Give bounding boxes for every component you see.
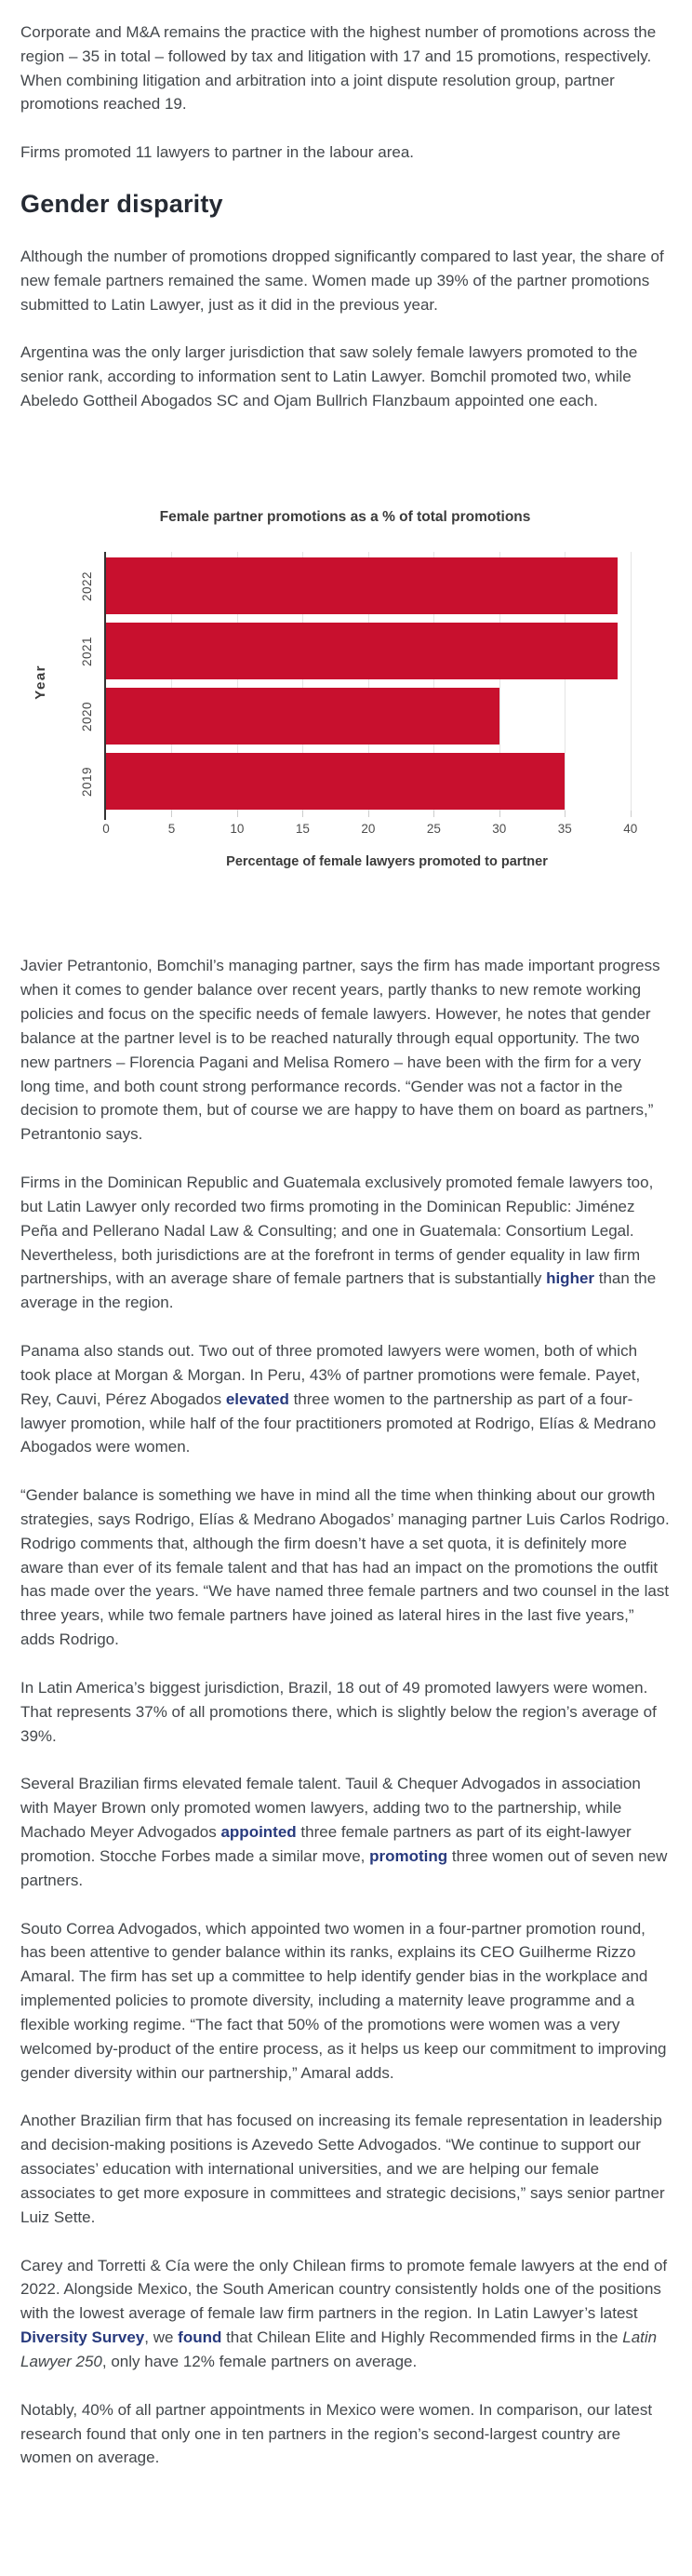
italic-text: Latin Lawyer 250 [20, 2328, 658, 2370]
x-tick-label: 30 [492, 822, 507, 837]
bar-chart [20, 506, 670, 873]
paragraph: Notably, 40% of all partner appointments in Mexico were women. In comparison, our latest research found that only one in ten partners in the region’s second-largest country are women on average. [20, 2400, 653, 2467]
x-tick-label: 35 [557, 822, 572, 837]
x-tick-mark [499, 811, 500, 817]
x-tick-mark [433, 811, 434, 817]
x-axis-label: Percentage of female lawyers promoted to partner [226, 854, 548, 870]
paragraph: Firms promoted 11 lawyers to partner in the labour area. [20, 143, 414, 162]
inline-link[interactable]: found [178, 2328, 222, 2347]
inline-link[interactable]: appointed [220, 1823, 297, 1842]
plot-area [104, 552, 670, 811]
inline-link[interactable]: elevated [225, 1389, 289, 1408]
inline-link[interactable]: higher [546, 1269, 595, 1288]
bar-2019 [106, 753, 565, 810]
x-tick-mark [171, 811, 172, 817]
bar-2021 [106, 623, 618, 679]
paragraph: In Latin America’s biggest jurisdiction, Brazil, 18 out of 49 promoted lawyers were women. That represents 37% of all promotions there, which is slightly below the region’s average of 39%. [20, 1678, 657, 1745]
y-tick-label: 2021 [80, 636, 95, 666]
x-tick-mark [104, 811, 106, 820]
y-tick-label: 2022 [80, 570, 95, 601]
x-tick-mark [302, 811, 303, 817]
x-tick-label: 10 [230, 822, 245, 837]
x-tick-label: 40 [623, 822, 638, 837]
x-tick-label: 20 [361, 822, 376, 837]
chart-body [20, 552, 670, 872]
chart-title: Female partner promotions as a % of total promotions [159, 508, 531, 525]
x-tick-mark [237, 811, 238, 817]
y-tick-label: 2020 [80, 701, 95, 731]
x-tick-mark [565, 811, 566, 817]
bar-2022 [106, 557, 618, 614]
x-tick-label: 25 [426, 822, 441, 837]
paragraph: Panama also stands out. Two out of three promoted lawyers were women, both of which took place at Morgan & Morgan. In Peru, 43% of partner promotions were female. Payet, Rey, Cauvi, Pérez Abogados elevated three women to the partnership as part of a four-lawyer promotion, while half of the four practitioners promoted at Rodrigo, Elías & Medrano Abogados were women. [20, 1342, 657, 1456]
paragraph: Several Brazilian firms elevated female talent. Tauil & Chequer Advogados in association with Mayer Brown only promoted women lawyers, adding two to the partnership, while Machado Meyer Advogados appointed three female partners as part of its eight-lawyer promotion. Stocche Forbes made a similar move, promoting three women out of seven new partners. [20, 1775, 668, 1889]
inline-link[interactable]: promoting [369, 1846, 448, 1865]
x-tick-label: 15 [295, 822, 310, 837]
y-axis-tick-labels [61, 552, 104, 811]
gridline [631, 552, 632, 811]
x-tick-mark [368, 811, 369, 817]
y-tick-label: 2019 [80, 766, 95, 797]
inline-link[interactable]: Diversity Survey [20, 2328, 145, 2347]
paragraph: Carey and Torretti & Cía were the only Chilean firms to promote female lawyers at the end of 2022. Alongside Mexico, the South American country consistently holds one of the positions with the lowest average of female law firm partners in the region. In Latin Lawyer’s latest Diversity Survey, we found that Chilean Elite and Highly Recommended firms in the Latin Lawyer 250, only have 12% female partners on average. [20, 2256, 668, 2370]
x-tick-mark [631, 811, 632, 817]
paragraph: Argentina was the only larger jurisdiction that saw solely female lawyers promoted to the senior rank, according to information sent to Latin Lawyer. Bomchil promoted two, while Abeledo Gottheil Abogados SC and Ojam Bullrich Flanzbaum appointed one each. [20, 343, 638, 410]
paragraph: Another Brazilian firm that has focused on increasing its female representation in leadership and decision-making positions is Azevedo Sette Advogados. “We continue to support our associates’ education with international universities, and we are helping our female associates to get more exposure in committees and strategic decisions,” says senior partner Luiz Sette. [20, 2112, 665, 2226]
y-axis-label: Year [32, 664, 48, 700]
x-axis-ticks [102, 811, 670, 840]
x-tick-label: 0 [102, 822, 110, 837]
paragraph: Firms in the Dominican Republic and Guatemala exclusively promoted female lawyers too, but Latin Lawyer only recorded two firms promoting in the Dominican Republic: Jiménez Peña and Pellerano Nadal Law & Consulting; and one in Guatemala: Consortium Legal. Nevertheless, both jurisdictions are at the forefront in terms of gender equality in law firm partnerships, with an average share of female partners that is substantially higher than the average in the region. [20, 1174, 657, 1312]
article-body [20, 20, 670, 2470]
section-heading: Gender disparity [20, 190, 223, 219]
paragraph: Corporate and M&A remains the practice with the highest number of promotions across the region – 35 in total – followed by tax and litigation with 17 and 15 promotions, respectively. When combining litigation and arbitration into a joint dispute resolution group, partner promotions reached 19. [20, 23, 657, 114]
paragraph: “Gender balance is something we have in mind all the time when thinking about our growth strategies, says Rodrigo, Elías & Medrano Abogados’ managing partner Luis Carlos Rodrigo. Rodrigo comments that, although the firm doesn’t have a set quota, it is definitely more aware than ever of its female talent and that has had an impact on the promotions the outfit has made over the years. “We have named three female partners and two counsel in the last three years, while two female partners have joined as lateral hires in the last five years,” adds Rodrigo. [20, 1486, 670, 1649]
bar-2020 [106, 688, 499, 745]
x-tick-label: 5 [167, 822, 176, 837]
paragraph: Javier Petrantonio, Bomchil’s managing partner, says the firm has made important progress when it comes to gender balance over recent years, partly thanks to new remote working policies and focus on the specific needs of female lawyers. However, he notes that gender balance at the partner level is to be reached naturally through equal opportunity. The two new partners – Florencia Pagani and Melisa Romero – have been with the firm for a very long time, and both count strong performance records. “Gender was not a factor in the decision to promote them, but of course we are happy to have them on board as partners,” Petrantonio says. [20, 957, 660, 1144]
paragraph: Souto Correa Advogados, which appointed two women in a four-partner promotion round, has been attentive to gender balance within its ranks, explains its CEO Guilherme Rizzo Amaral. The firm has set up a committee to help identify gender bias in the workplace and implemented policies to promote diversity, including a maternity leave programme and a flexible working regime. “The fact that 50% of the promotions were women was a very welcomed by-product of the entire process, as it helps us keep our commitment to improving gender diversity within our partnership,” Amaral adds. [20, 1919, 667, 2082]
paragraph: Although the number of promotions dropped significantly compared to last year, the share of new female partners remained the same. Women made up 39% of the partner promotions submitted to Latin Lawyer, just as it did in the previous year. [20, 247, 664, 314]
